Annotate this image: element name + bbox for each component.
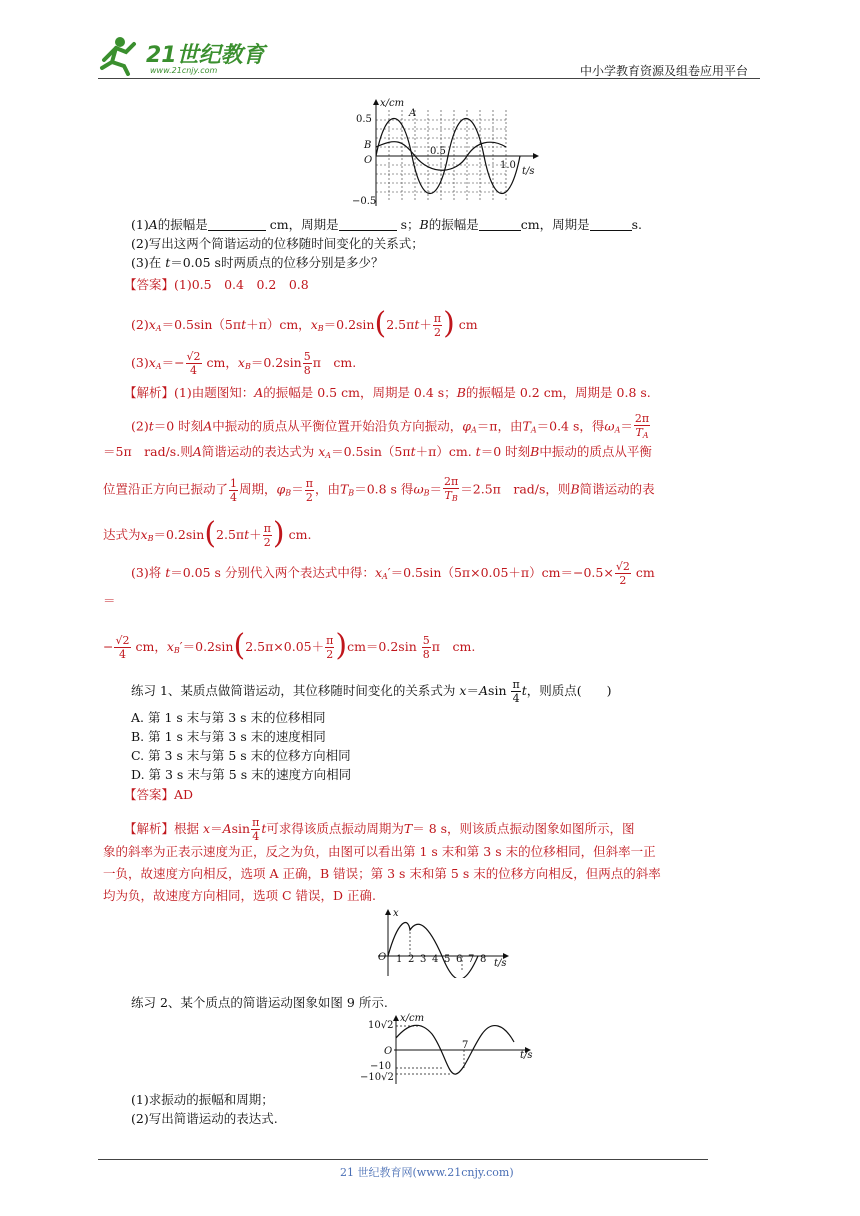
footer-text: 21 世纪教育网(www.21cnjy.com) [340, 1166, 514, 1179]
fig2-ylabel: x [393, 908, 399, 919]
fig1-tick-x10: 1.0 [500, 160, 516, 171]
exercise-1-explanation-line-1: 【解析】根据 x＝Asin $\frac{\pi}{4}$ t可求得该质点振动周期为T＝ 8 s，则该质点振动图象如图所示，图 [124, 816, 635, 843]
fig2-tick-7: 7 [468, 954, 475, 965]
exercise-2-part-1: (1)求振动的振幅和周期； [131, 1092, 274, 1107]
exercise-2-question: 练习 2、某个质点的简谐运动图象如图 9 所示. [131, 995, 388, 1010]
exercise-1-option-d: D. 第 3 s 末与第 5 s 末的速度方向相同 [131, 767, 352, 782]
question-1-part-3: (3)在 t＝0.05 s时两质点的位移分别是多少？ [131, 255, 384, 270]
fig1-label-O: O [364, 155, 373, 166]
exercise-1-explanation-line-3: 一负，故速度方向相反，选项 A 正确，B 错误；第 3 s 末和第 5 s 末的位移方向相反，但两点的斜率 [103, 866, 661, 881]
exercise-2-part-2: (2)写出简谐运动的表达式. [131, 1111, 278, 1126]
fig2-tick-2: 2 [408, 954, 415, 965]
fig3-label-O: O [384, 1046, 393, 1057]
exercise-1-option-c: C. 第 3 s 末与第 5 s 末的位移方向相同 [131, 748, 351, 763]
fig3-tick-m10: −10 [370, 1061, 392, 1072]
fig1-ylabel: x/cm [380, 98, 405, 109]
exercise-1-question: 练习 1、某质点做简谐运动，其位移随时间变化的关系式为 x＝Asin $\frac{\pi}{4}$ t，则质点( ) [131, 678, 612, 705]
fig2-tick-8: 8 [480, 954, 487, 965]
explanation-1-line-7: ＝ [103, 593, 116, 608]
fig2-label-O: O [378, 952, 387, 963]
explanation-1-line-8: − $\frac{√2}{4}$ cm，$x_B'=0.2\sin(2.5\pi\times 0.05+$ $\frac{\pi}{2}$ )cm＝0.2sin $\frac{5}{8}$ π cm. [103, 628, 476, 663]
fig1-tick-x05: 0.5 [430, 146, 446, 157]
logo-text: 21世纪教育 [146, 43, 265, 68]
fig1-tick-bottom: −0.5 [352, 196, 377, 207]
logo-url: www.21cnjy.com [150, 66, 218, 75]
exercise-1-option-b: B. 第 1 s 末与第 3 s 末的速度相同 [131, 729, 326, 744]
fig2-tick-3: 3 [420, 954, 427, 965]
fig2-tick-6: 6 [456, 954, 463, 965]
header-right-text: 中小学教育资源及组卷应用平台 [580, 64, 749, 78]
question-1-part-1: (1)A的振幅是 cm，周期是 s；B的振幅是 cm，周期是 s. [131, 217, 642, 232]
fig3-ylabel: x/cm [400, 1013, 425, 1024]
fig3-tick-top: 10√2 [368, 1020, 394, 1031]
explanation-1-line-1: 【解析】(1)由题图知：A的振幅是 0.5 cm，周期是 0.4 s；B的振幅是 0.2 cm，周期是 0.8 s. [124, 385, 651, 400]
exercise-1-explanation-line-4: 均为负，故速度方向相同，选项 C 错误，D 正确. [103, 888, 376, 903]
fig2-tick-4: 4 [432, 954, 439, 965]
figure-1-graph [356, 96, 546, 212]
fig2-tick-5: 5 [444, 954, 451, 965]
exercise-1-explanation-line-2: 象的斜率为正表示速度为正，反之为负，由图可以看出第 1 s 末和第 3 s 末的位移相同，但斜率一正 [103, 844, 656, 859]
question-1-part-2: (2)写出这两个简谐运动的位移随时间变化的关系式； [131, 236, 424, 251]
fig1-tick-top: 0.5 [356, 114, 372, 125]
fig2-tick-1: 1 [396, 954, 403, 965]
explanation-1-line-5: 达式为$x_B=0.2\sin(2.5\pi t+$ $\frac{\pi}{2}$ ) cm. [103, 516, 312, 551]
answer-1-line-3: $(3)x_A=-$ $\frac{√2}{4}$ cm，$x_B=0.2\sin$ $\frac{5}{8}$ π cm. [131, 350, 357, 377]
fig2-xlabel: t/s [494, 958, 507, 969]
explanation-1-line-3: ＝5π rad/s.则A简谐运动的表达式为 $x_A=0.5\sin(5\pi t+\pi)cm$. t＝0 时刻B中振动的质点从平衡 [103, 444, 652, 460]
answer-1-line-1: 【答案】(1)0.5 0.4 0.2 0.8 [124, 277, 309, 292]
fig1-xlabel: t/s [522, 166, 535, 177]
explanation-1-line-4: 位置沿正方向已振动了 $\frac{1}{4}$ 周期，$\varphi_B=$ $\frac{\pi}{2}$ ，由$T_B=0.8$ s 得$\omega_B=$ $\frac{2\pi}{T_B}$ ＝2.5π rad/s，则B简谐运动的表 [103, 475, 655, 504]
fig3-tick-7: 7 [462, 1040, 469, 1051]
fig1-label-B: B [364, 140, 372, 151]
header-divider [98, 78, 760, 79]
explanation-1-line-6: (3)将 t＝0.05 s 分别代入两个表达式中得：$x_A'=0.5\sin(5\pi\times 0.05+\pi)cm=-0.5\times$ $\frac{√2}{2}$ cm [131, 560, 655, 587]
exercise-1-answer: 【答案】AD [124, 787, 194, 802]
footer-divider [98, 1159, 708, 1160]
answer-1-line-2: $(2)x_A=0.5\sin(5\pi t+\pi)cm$，$x_B=0.2\sin(2.5\pi t+$ $\frac{\pi}{2}$ ) cm [131, 306, 478, 341]
explanation-1-line-2: (2)t＝0 时刻A中振动的质点从平衡位置开始沿负方向振动，$\varphi_A=\pi$，由$T_A=0.4$ s，得$\omega_A=$ $\frac{2\pi}{T_A}$ [131, 412, 650, 440]
fig3-xlabel: t/s [520, 1050, 533, 1061]
fig1-label-A: A [409, 108, 417, 119]
exercise-1-option-a: A. 第 1 s 末与第 3 s 末的位移相同 [131, 710, 326, 725]
fig3-tick-bottom: −10√2 [360, 1072, 394, 1083]
